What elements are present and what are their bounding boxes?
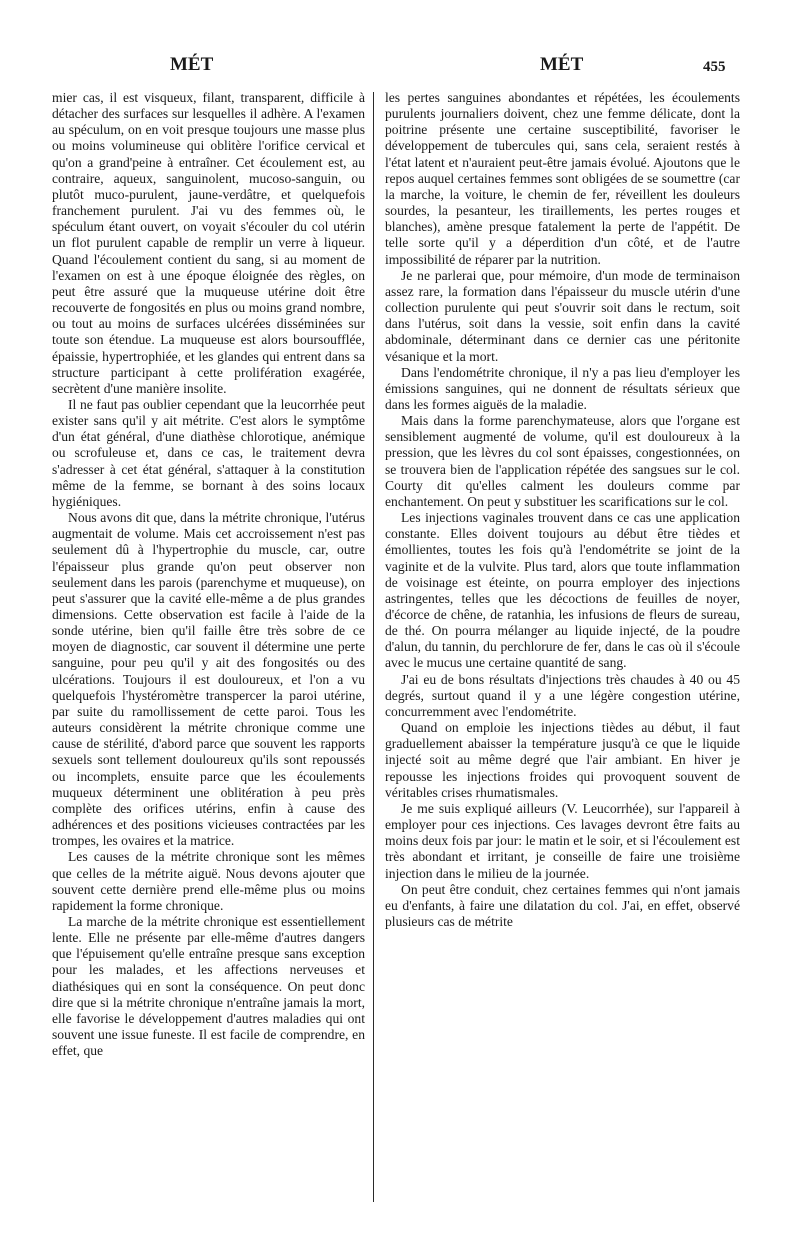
paragraph: Je ne parlerai que, pour mémoire, d'un mode de terminaison assez rare, la formation dans l'épaisseur du muscle utérin d'une collection purulente qui peut s'ouvrir soit dans le rectum, soit dans l'utérus, soit dans la vessie, soit enfin dans la cavité abdominale, déterminant dans ce dernier cas une péritonite vésanique et la mort. — [385, 267, 740, 364]
running-title-right: MÉT — [540, 54, 584, 75]
paragraph: Dans l'endométrite chronique, il n'y a pas lieu d'employer les émissions sanguines, qui ne donnent de résultats sérieux que dans les formes aiguës de la maladie. — [385, 364, 740, 412]
paragraph: Je me suis expliqué ailleurs (V. Leucorrhée), sur l'appareil à employer pour ces injections. Ces lavages devront être faits au moins deux fois par jour: le matin et le soir, et si l'écoulement est très abondant et irritant, je conseille de faire une troisième injection dans le milieu de la journée. — [385, 800, 740, 881]
paragraph: On peut être conduit, chez certaines femmes qui n'ont jamais eu d'enfants, à faire une dilatation du col. J'ai, en effet, observé plusieurs cas de métrite — [385, 881, 740, 929]
paragraph: J'ai eu de bons résultats d'injections très chaudes à 40 ou 45 degrés, surtout quand il y a une légère congestion utérine, concurremment avec l'endométrite. — [385, 671, 740, 719]
paragraph: les pertes sanguines abondantes et répétées, les écoulements purulents journaliers doivent, chez une femme délicate, dont la poitrine présente une certaine susceptibilité, favoriser le développement de tubercules qui, sans cela, seraient restés à l'état latent et n'auraient peut-être jamais évolué. Ajoutons que le repos auquel certaines femmes sont obligées de se soumettre (car la marche, la voiture, le chemin de fer, réveillent les douleurs sourdes, la pesanteur, les tiraillements, les pertes rouges et blanches), amène presque fatalement la perte de l'appétit. De telle sorte qu'il y a déperdition d'un côté, et de l'autre impossibilité de réparer par la nutrition. — [385, 90, 740, 267]
right-column — [385, 90, 740, 1205]
running-head — [0, 50, 800, 80]
paragraph: Les injections vaginales trouvent dans ce cas une application constante. Elles doivent toujours au début être tièdes et émollientes, toutes les fois qu'à l'endométrite se joint de la vaginite et de la vulvite. Plus tard, alors que toute inflammation de voisinage est éteinte, on pourra employer des injections astringentes, telles que les décoctions de feuilles de noyer, d'écorce de chêne, de ratanhia, les infusions de fleurs de sureau, de thé. On pourra mélanger au liquide injecté, de la poudre d'alun, du tannin, du perchlorure de fer, dans le cas où il s'écoule avec le mucus une certaine quantité de sang. — [385, 510, 740, 671]
left-column — [52, 90, 365, 1205]
paragraph: Mais dans la forme parenchymateuse, alors que l'organe est sensiblement augmenté de volume, qu'il est douloureux à la pression, que les lèvres du col sont épaisses, congestionnées, on se trouvera bien de l'application répétée des sangsues sur le col. Courty dit qu'elles calment les douleurs comme par enchantement. On peut y substituer les scarifications sur le col. — [385, 413, 740, 509]
paragraph: Quand on emploie les injections tièdes au début, il faut graduellement abaisser la température jusqu'à ce que le liquide injecté soit au même degré que l'air ambiant. En hiver je repousse les injections froides qui provoquent souvent de véritables crises rhumatismales. — [385, 720, 740, 800]
paragraph: Il ne faut pas oublier cependant que la leucorrhée peut exister sans qu'il y ait métrite. C'est alors le symptôme d'un état général, d'une diathèse chlorotique, anémique ou scrofuleuse et, dans ce cas, le traitement devra s'adresser à cet état général, s'attaquer à la constitution même de la femme, se bornant à des soins locaux hygiéniques. — [52, 396, 365, 509]
page-number: 455 — [703, 59, 726, 75]
paragraph: mier cas, il est visqueux, filant, transparent, difficile à détacher des surfaces sur lesquelles il adhère. A l'examen au spéculum, on en voit presque toujours une masse plus ou moins volumineuse qui oblitère l'orifice cervical et qu'on a grand'peine à entraîner. Cet écoulement est, au contraire, aqueux, sanguinolent, mucoso-sanguin, ou plutôt muco-purulent, jaune-verdâtre, et quelquefois franchement purulent. J'ai vu des femmes où, le spéculum étant ouvert, on voyait s'écouler du col utérin un flot purulent capable de remplir un verre à liqueur. Quand l'écoulement contient du sang, si au moment de l'examen on est à une époque éloignée des règles, on peut être assuré que la muqueuse utérine doit être recouverte de fongosités en plus ou moins grand nombre, ou tout au moins de surfaces ulcérées disséminées sur toute son étendue. La muqueuse est alors boursoufflée, épaissie, hypertrophiée, et les glandes qui entrent dans sa structure participant à cette prolifération exagérée, secrètent d'une manière insolite. — [52, 90, 365, 396]
paragraph: Nous avons dit que, dans la métrite chronique, l'utérus augmentait de volume. Mais cet accroissement n'est pas seulement dû à l'hypertrophie du muscle, car, outre l'épaisseur plus grande qu'on peut observer non seulement dans les parois (parenchyme et muqueuse), on peut s'assurer que la cavité elle-même a de plus grandes dimensions. Cette observation est facile à l'aide de la sonde utérine, bien qu'il faille être très sobre de ce moyen de diagnostic, car souvent il détermine une perte sanguine, pour peu qu'il y ait des fongosités ou des ulcérations. Toujours il est douloureux, et l'on a vu quelquefois l'hystéromètre transpercer la paroi utérine, par suite du ramollissement de cette paroi. Tous les auteurs considèrent la métrite chronique comme une cause de stérilité, d'abord parce que souvent les rapports sexuels sont tellement douloureux qu'ils sont repoussés ou incomplets, ensuite parce que les écoulements muqueux déterminent une oblitération à peu près complète des orifices utérins, enfin à cause des adhérences et des positions vicieuses contractées par les trompes, les ovaires et la matrice. — [52, 510, 365, 849]
column-divider — [373, 92, 374, 1202]
running-title-left: MÉT — [170, 54, 214, 75]
paragraph: La marche de la métrite chronique est essentiellement lente. Elle ne présente par elle-même d'autres dangers que l'épuisement qu'elle entraîne presque sans exception pour les malades, et les affections nerveuses et diathésiques qui en sont la conséquence. On peut donc dire que si la métrite chronique n'entraîne jamais la mort, elle favorise le développement d'autres maladies qui ont souvent une issue funeste. Il est facile de comprendre, en effet, que — [52, 913, 365, 1059]
paragraph: Les causes de la métrite chronique sont les mêmes que celles de la métrite aiguë. Nous devons ajouter que souvent cette dernière prend elle-même plus ou moins rapidement la forme chronique. — [52, 849, 365, 913]
